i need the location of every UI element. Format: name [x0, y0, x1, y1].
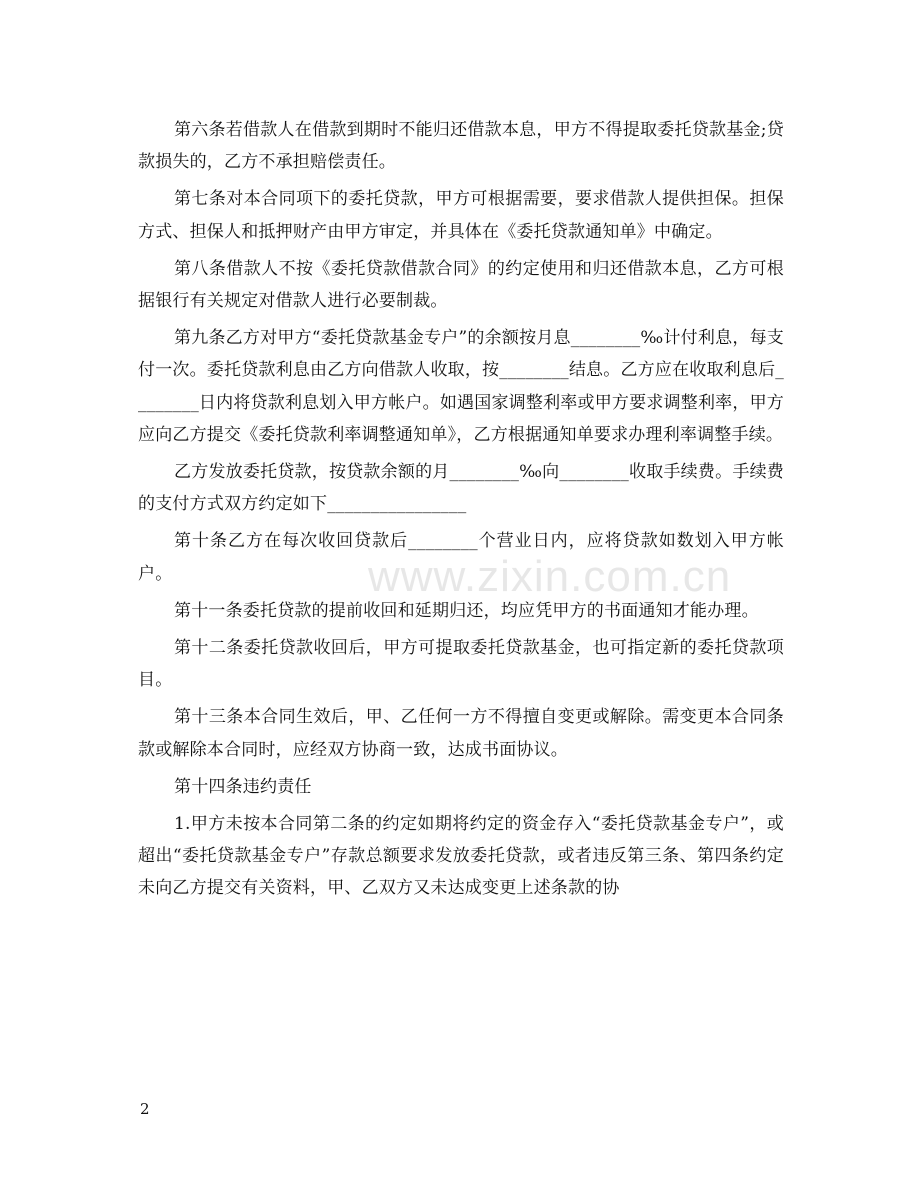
clause-14-heading: 第十四条违约责任	[174, 776, 312, 797]
clause-9-paragraph: 第九条乙方对甲方“委托贷款基金专户”的余额按月息________‰计付利息，每支付一次。委托贷款利息由乙方向借款人收取，按________结息。乙方应在收取利息后________日内将贷款利息划入甲方帐户。如遇国家调整利率或甲方要求调整利率，甲方应向乙方提交《委托贷款利率调整通知单》，乙方根据通知单要求办理利率调整手续。	[138, 328, 784, 445]
clause-13-paragraph: 第十三条本合同生效后，甲、乙任何一方不得擅自变更或解除。需变更本合同条款或解除本合同时，应经双方协商一致，达成书面协议。	[138, 707, 784, 760]
handling-fee-paragraph: 乙方发放委托贷款，按贷款余额的月________‰向________收取手续费。手续费的支付方式双方约定如下________________	[138, 462, 784, 515]
clause-14-item-1-paragraph: 1.甲方未按本合同第二条的约定如期将约定的资金存入“委托贷款基金专户”，或超出“委托贷款基金专户”存款总额要求发放委托贷款，或者违反第三条、第四条约定未向乙方提交有关资料，甲、乙双方又未达成变更上述条款的协	[138, 814, 784, 899]
clause-7-paragraph: 第七条对本合同项下的委托贷款，甲方可根据需要，要求借款人提供担保。担保方式、担保人和抵押财产由甲方审定，并具体在《委托贷款通知单》中确定。	[138, 189, 784, 242]
clause-6-paragraph: 第六条若借款人在借款到期时不能归还借款本息，甲方不得提取委托贷款基金;贷款损失的，乙方不承担赔偿责任。	[138, 120, 784, 173]
document-body	[138, 114, 784, 905]
clause-10-paragraph: 第十条乙方在每次收回贷款后________个营业日内，应将贷款如数划入甲方帐户。	[138, 531, 784, 584]
watermark: www.zixin.com.cn	[368, 552, 732, 601]
clause-11-paragraph: 第十一条委托贷款的提前收回和延期归还，均应凭甲方的书面通知才能办理。	[174, 600, 759, 621]
page-number: 2	[140, 1100, 150, 1118]
clause-8-paragraph: 第八条借款人不按《委托贷款借款合同》的约定使用和归还借款本息，乙方可根据银行有关规定对借款人进行必要制裁。	[138, 258, 784, 312]
clause-12-paragraph: 第十二条委托贷款收回后，甲方可提取委托贷款基金，也可指定新的委托贷款项目。	[138, 638, 784, 691]
